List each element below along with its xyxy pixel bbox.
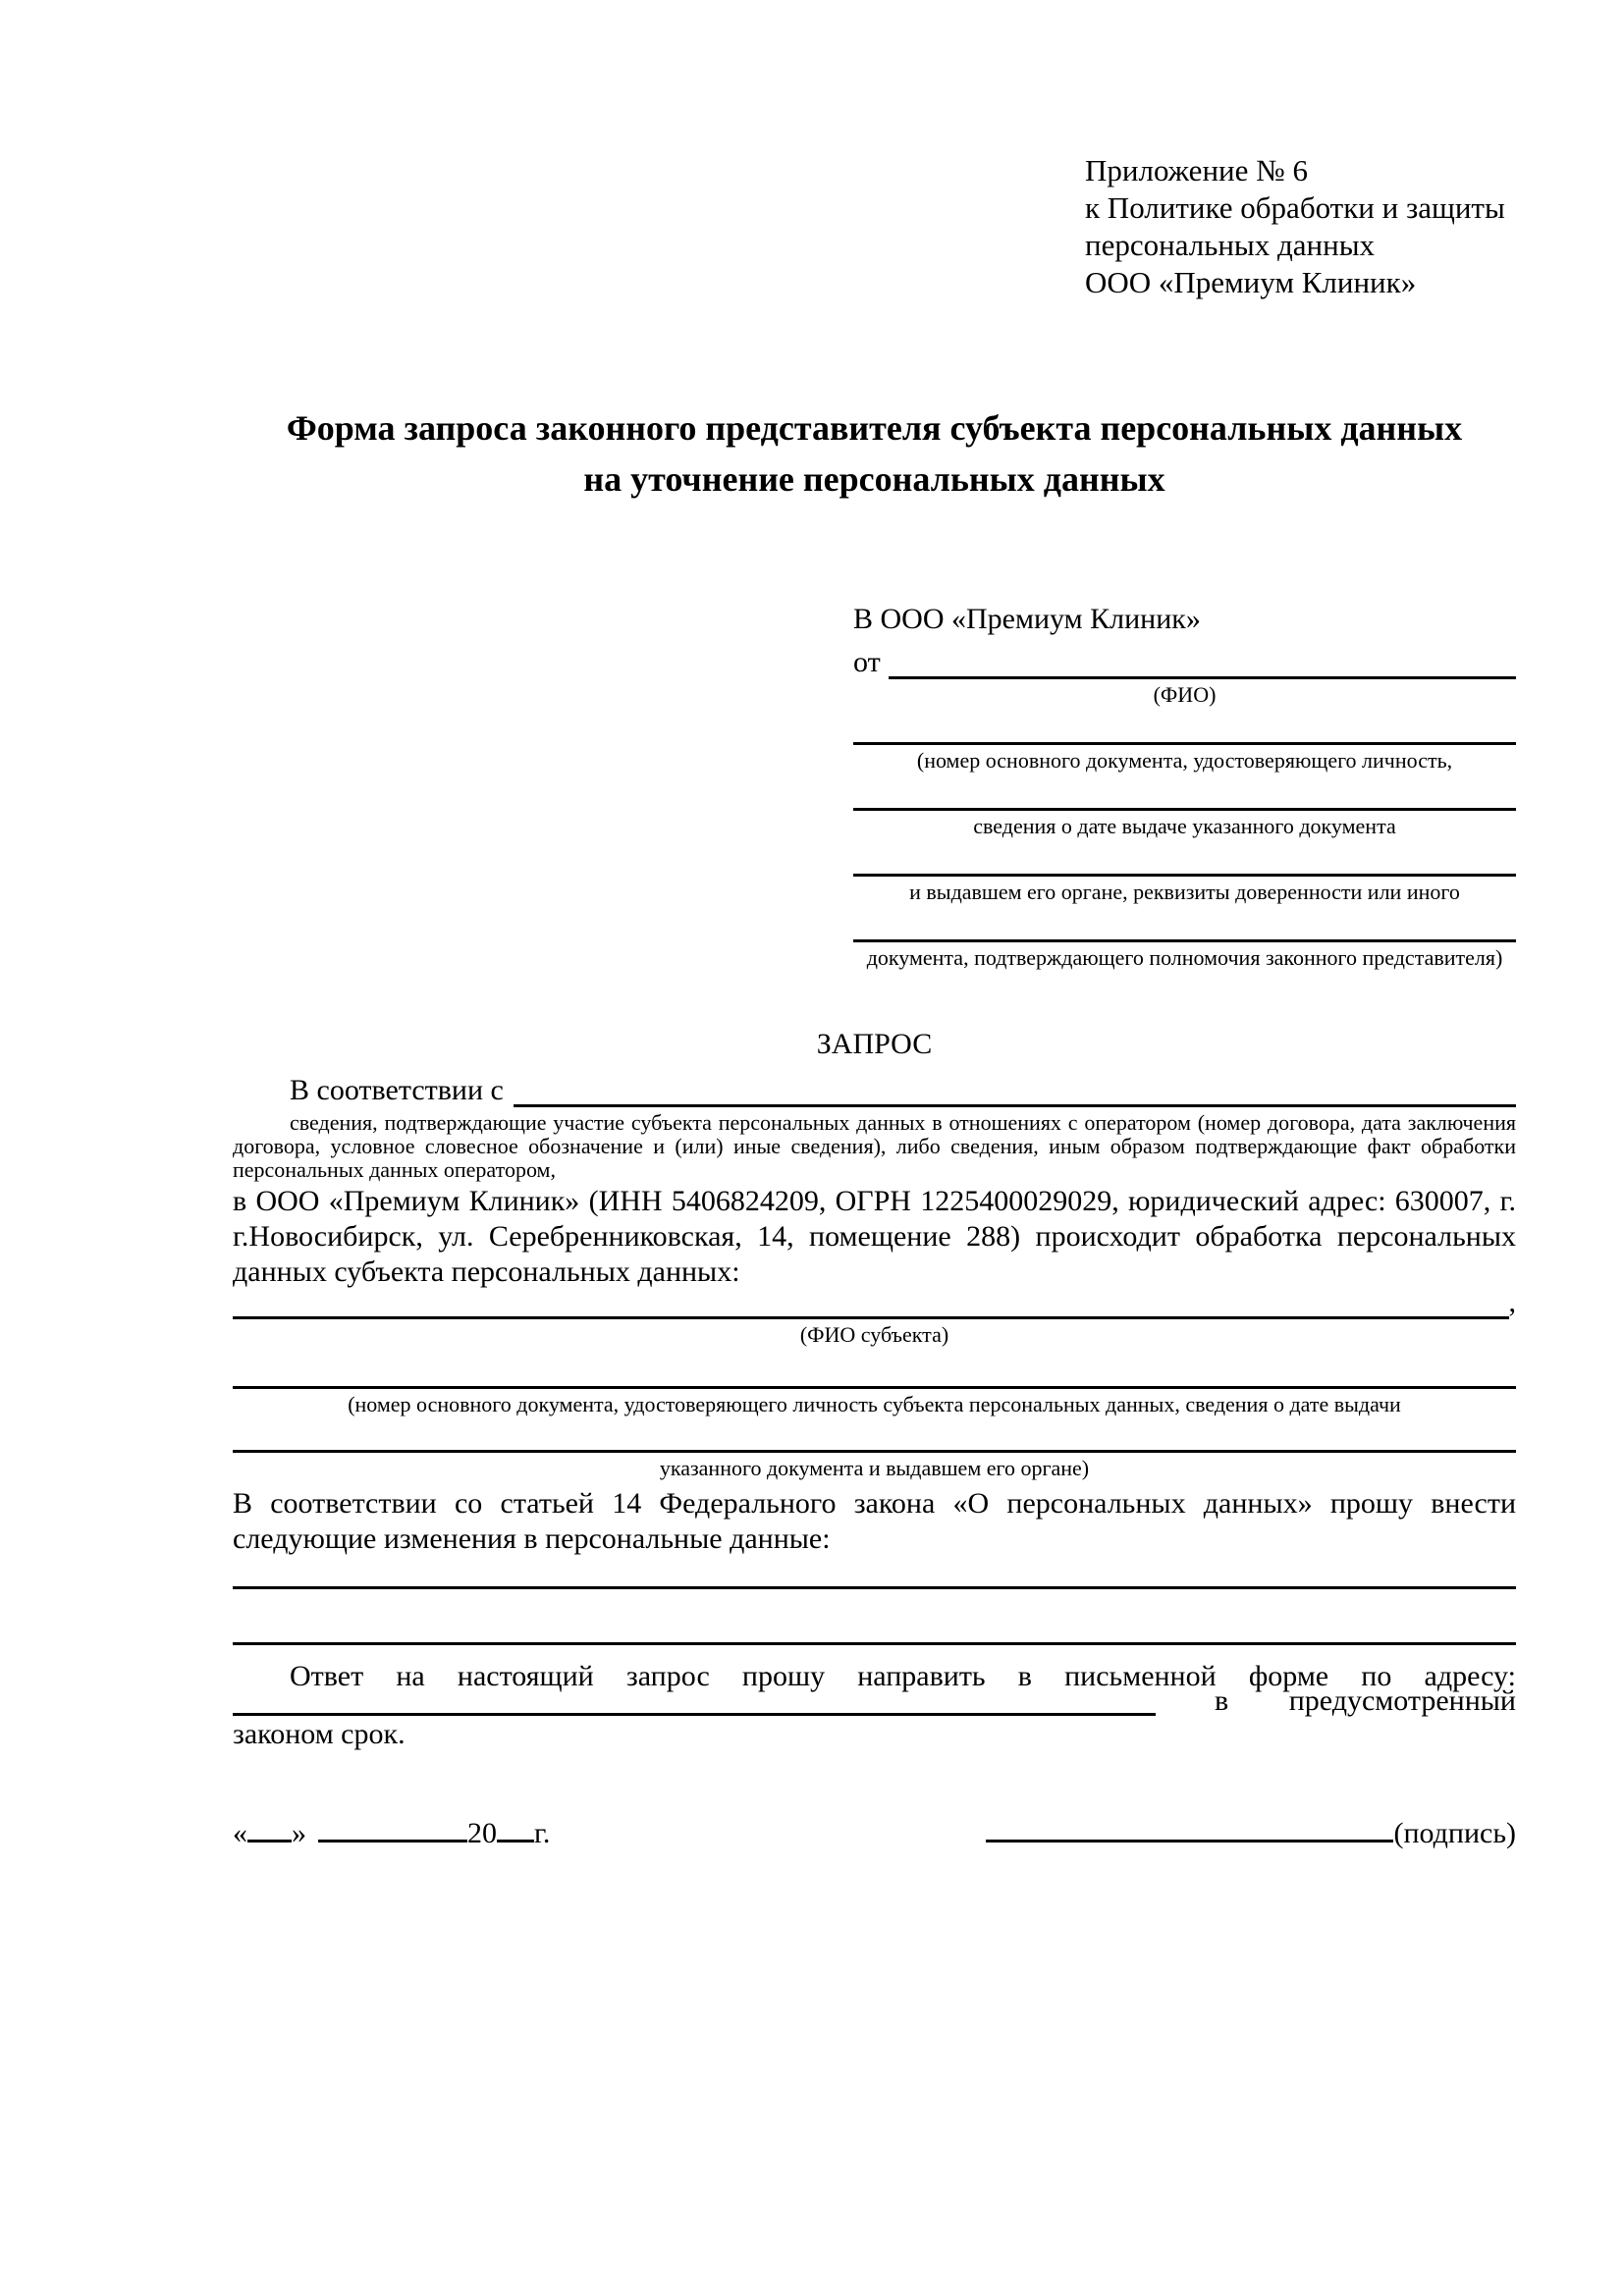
title-line: на уточнение персональных данных xyxy=(583,459,1165,499)
article-paragraph: В соответствии со статьей 14 Федерального закона «О персональных данных» прошу внести следующие изменения в персональные данные: xyxy=(233,1487,1516,1555)
quote-close: » xyxy=(292,1817,306,1849)
blank-line xyxy=(318,1838,467,1842)
field-caption: указанного документа и выдавшем его органе) xyxy=(659,1456,1090,1480)
annex-line: к Политике обработки и защиты xyxy=(1085,190,1505,225)
from-field xyxy=(853,640,1516,679)
blank-line xyxy=(233,1642,1516,1645)
blank-line xyxy=(853,784,1516,811)
blank-line xyxy=(233,1424,1516,1453)
date-field xyxy=(233,1815,550,1852)
document-title xyxy=(233,402,1516,505)
field-caption: (номер основного документа, удостоверяющего личность, xyxy=(916,748,1453,773)
signature-line xyxy=(986,1838,1393,1842)
blank-line xyxy=(247,1838,292,1842)
answer-word: в xyxy=(1215,1684,1229,1717)
addressee-org: В ООО «Премиум Клиник» xyxy=(853,603,1201,635)
signature-row xyxy=(233,1815,1516,1852)
according-label: В соответствии с xyxy=(290,1074,504,1106)
answer-paragraph: Ответ на настоящий запрос прошу направить в письменной форме по адресу: xyxy=(290,1660,1516,1692)
operator-paragraph: в ООО «Премиум Клиник» (ИНН 5406824209, ОГРН 1225400029029, юридический адрес: 630007, г. г.Новосибирск, ул. Серебренниковская, 14, помещение 288) происходит обработка персональных данных субъекта персональных данных: xyxy=(233,1185,1516,1288)
annex-line: персональных данных xyxy=(1085,228,1376,262)
blank-line xyxy=(233,1361,1516,1389)
blank-line xyxy=(497,1838,534,1842)
answer-word: предусмотренный xyxy=(1288,1684,1516,1717)
annex-line: ООО «Премиум Клиник» xyxy=(1085,265,1417,299)
according-field xyxy=(233,1072,1516,1107)
blank-line xyxy=(233,1316,1509,1319)
answer-tail: законом срок. xyxy=(233,1718,406,1750)
from-label: от xyxy=(853,646,881,678)
address-field xyxy=(233,1684,1516,1717)
signature-caption: (подпись) xyxy=(1393,1817,1516,1849)
blank-line xyxy=(853,916,1516,942)
footnote-text: сведения, подтверждающие участие субъекта персональных данных в отношениях с оператором (номер договора, дата заключения договора, условное словесное обозначение и (или) иные сведения), либо сведения, иным образом подтверждающие факт обработки персональных данных оператором, xyxy=(233,1110,1516,1182)
quote-open: « xyxy=(233,1817,247,1849)
annex-line: Приложение № 6 xyxy=(1085,153,1308,187)
subject-fio-field xyxy=(233,1286,1516,1319)
blank-line xyxy=(514,1104,1516,1107)
signature-field xyxy=(986,1815,1516,1852)
field-caption: (ФИО субъекта) xyxy=(799,1322,949,1347)
field-caption: (номер основного документа, удостоверяющего личность субъекта персональных данных, сведения о дате выдачи xyxy=(348,1392,1401,1416)
blank-line xyxy=(889,676,1516,679)
field-caption: и выдавшем его органе, реквизиты доверенности или иного xyxy=(909,880,1460,904)
field-caption: сведения о дате выдаче указанного документа xyxy=(973,814,1396,838)
field-caption: (ФИО) xyxy=(1153,682,1217,707)
blank-line xyxy=(853,719,1516,745)
year-suffix: г. xyxy=(534,1817,551,1849)
addressee-block xyxy=(853,599,1516,970)
title-line: Форма запроса законного представителя субъекта персональных данных xyxy=(286,408,1463,448)
annex-block xyxy=(1085,152,1516,301)
blank-line xyxy=(853,850,1516,877)
field-caption: документа, подтверждающего полномочия законного представителя) xyxy=(866,945,1503,970)
trailing-comma: , xyxy=(1508,1286,1516,1318)
request-heading: ЗАПРОС xyxy=(816,1028,933,1060)
year-prefix: 20 xyxy=(467,1817,497,1849)
blank-line xyxy=(233,1586,1516,1589)
